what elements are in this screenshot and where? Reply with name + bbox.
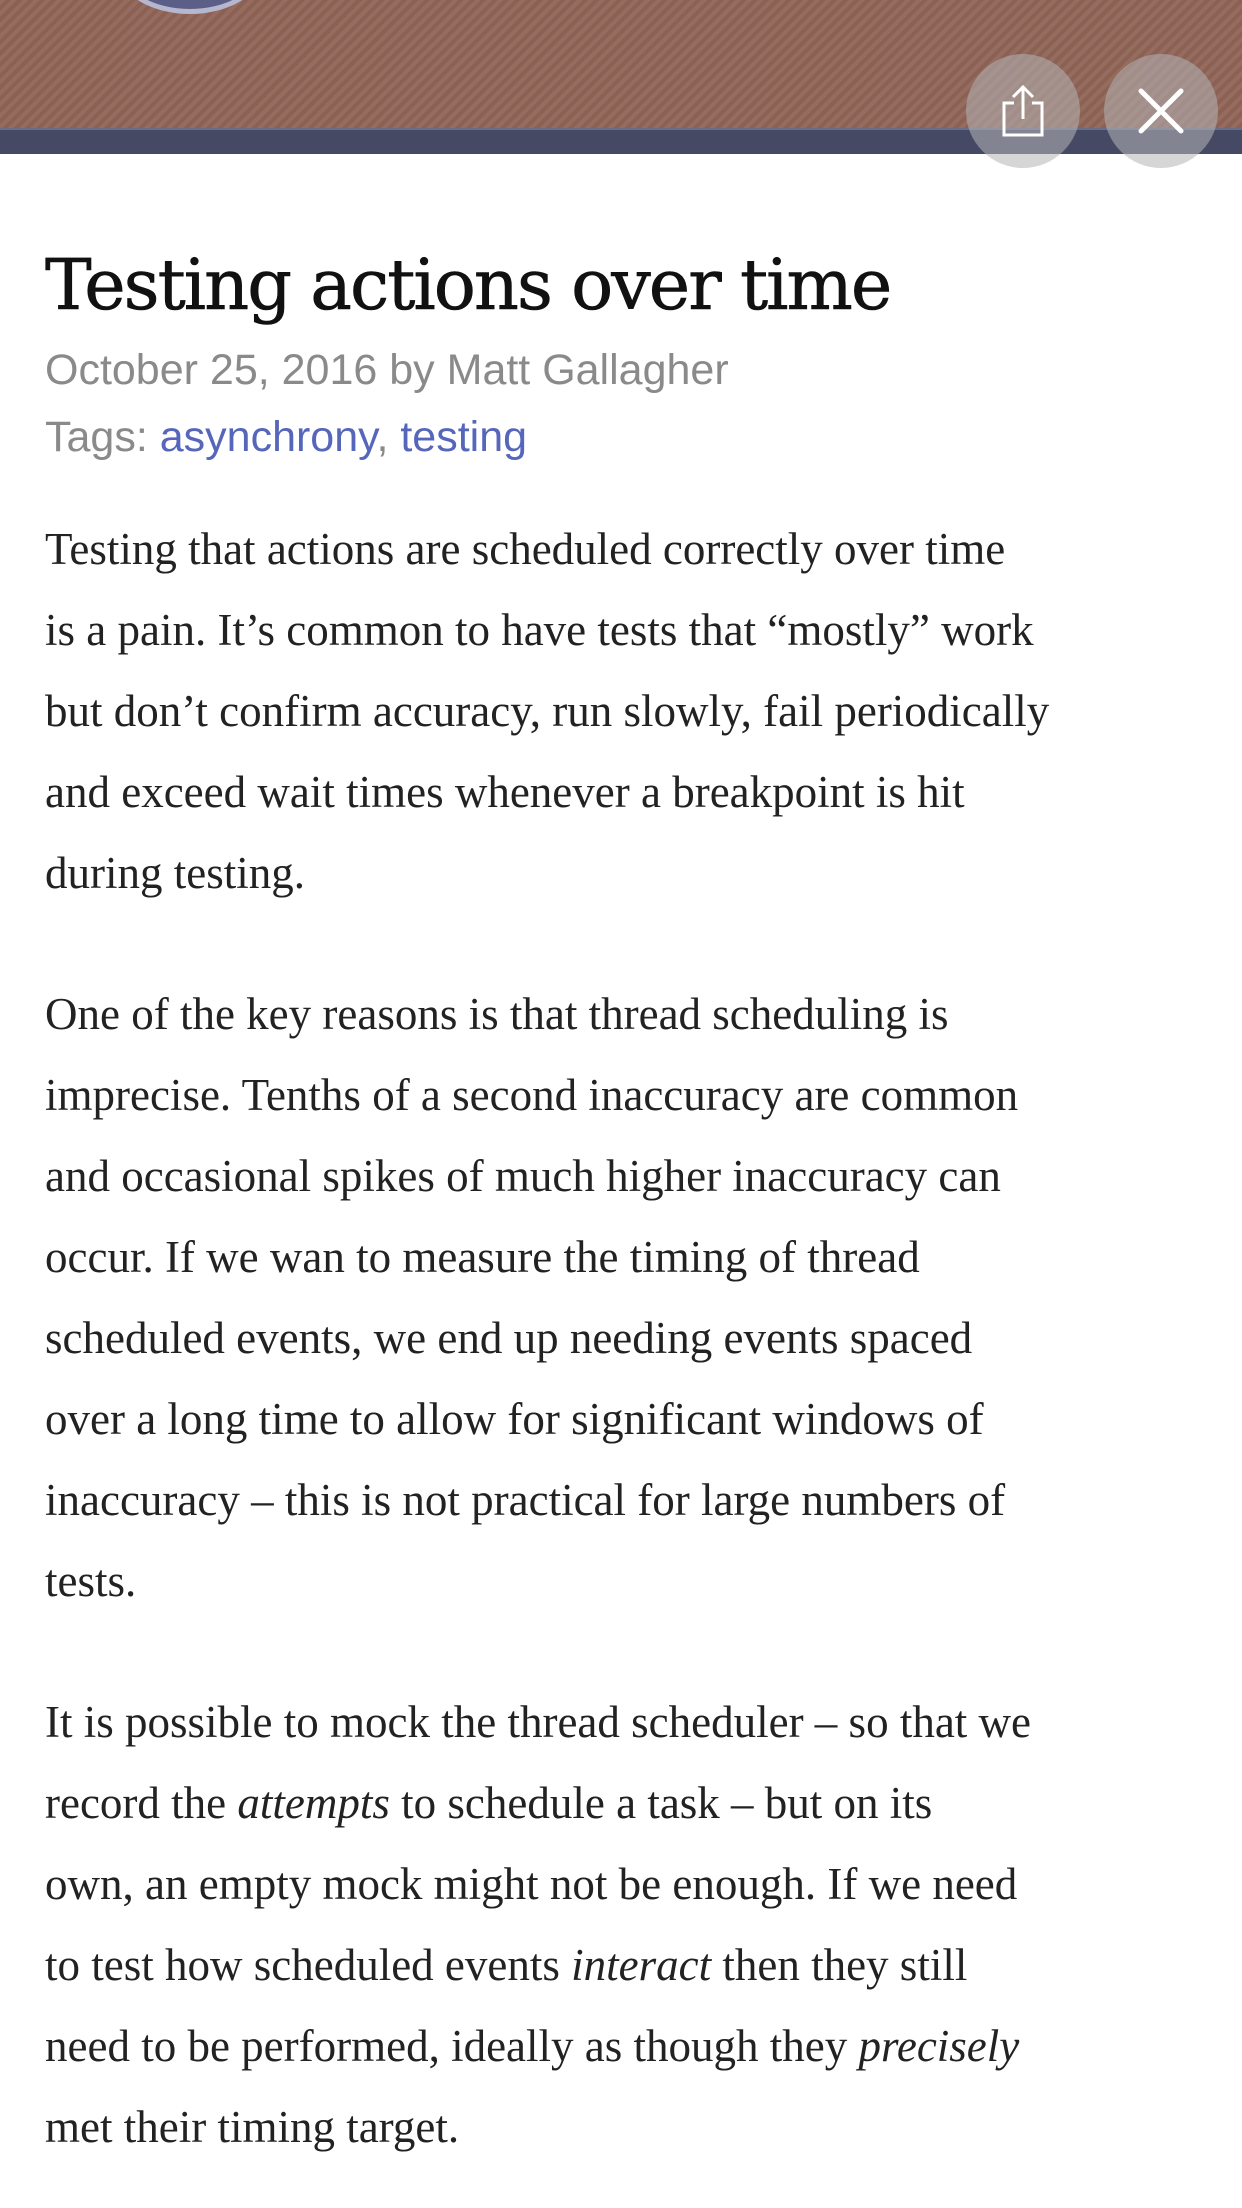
paragraph-2 [45,974,1205,1622]
paragraph-line: inaccuracy – this is not practical for large numbers of [45,1475,1006,1525]
paragraph-1 [45,509,1205,914]
paragraph-line: but don’t confirm accuracy, run slowly, fail periodically [45,686,1050,736]
tag-separator: , [376,413,389,461]
paragraph-line: and exceed wait times whenever a breakpoint is hit [45,767,965,817]
emphasis-interact: interact [571,1940,712,1990]
tag-asynchrony[interactable]: asynchrony [159,413,377,461]
paragraph-line: own, an empty mock might not be enough. If we need [45,1859,1018,1909]
close-icon [1137,87,1185,135]
paragraph-line: Testing that actions are scheduled correctly over time [45,524,1006,574]
close-button[interactable] [1104,54,1218,168]
paragraph-line: occur. If we wan to measure the timing of thread [45,1232,920,1282]
article-author: Matt Gallagher [446,346,729,394]
tags-label: Tags: [45,413,148,461]
article-body [45,509,1205,2168]
paragraph-line: tests. [45,1556,137,1606]
paragraph-text: to test how scheduled events [45,1940,572,1990]
paragraph-text: record the [45,1778,238,1828]
article-title: Testing actions over time [45,244,891,326]
paragraph-text: need to be performed, ideally as though they [45,2021,859,2071]
paragraph-line: It is possible to mock the thread scheduler – so that we [45,1697,1032,1747]
share-icon [998,83,1048,139]
paragraph-line: scheduled events, we end up needing events spaced [45,1313,973,1363]
article [45,240,1205,2208]
emphasis-precisely: precisely [858,2021,1020,2071]
share-button[interactable] [966,54,1080,168]
paragraph-line: over a long time to allow for significant windows of [45,1394,984,1444]
tag-testing[interactable]: testing [400,413,528,461]
article-date: October 25, 2016 [45,346,378,394]
paragraph-line: imprecise. Tenths of a second inaccuracy are common [45,1070,1019,1120]
paragraph-text: then they still [711,1940,968,1990]
paragraph-line: One of the key reasons is that thread scheduling is [45,989,949,1039]
paragraph-line: and occasional spikes of much higher inaccuracy can [45,1151,1001,1201]
paragraph-line: during testing. [45,848,305,898]
site-logo [120,0,260,14]
paragraph-line: is a pain. It’s common to have tests that “mostly” work [45,605,1034,655]
paragraph-3 [45,1682,1205,2168]
emphasis-attempts: attempts [237,1778,390,1828]
byline-by: by [389,346,435,394]
article-tags [45,404,1205,471]
article-byline [45,337,1205,404]
paragraph-text: to schedule a task – but on its [389,1778,933,1828]
paragraph-line: met their timing target. [45,2102,460,2152]
